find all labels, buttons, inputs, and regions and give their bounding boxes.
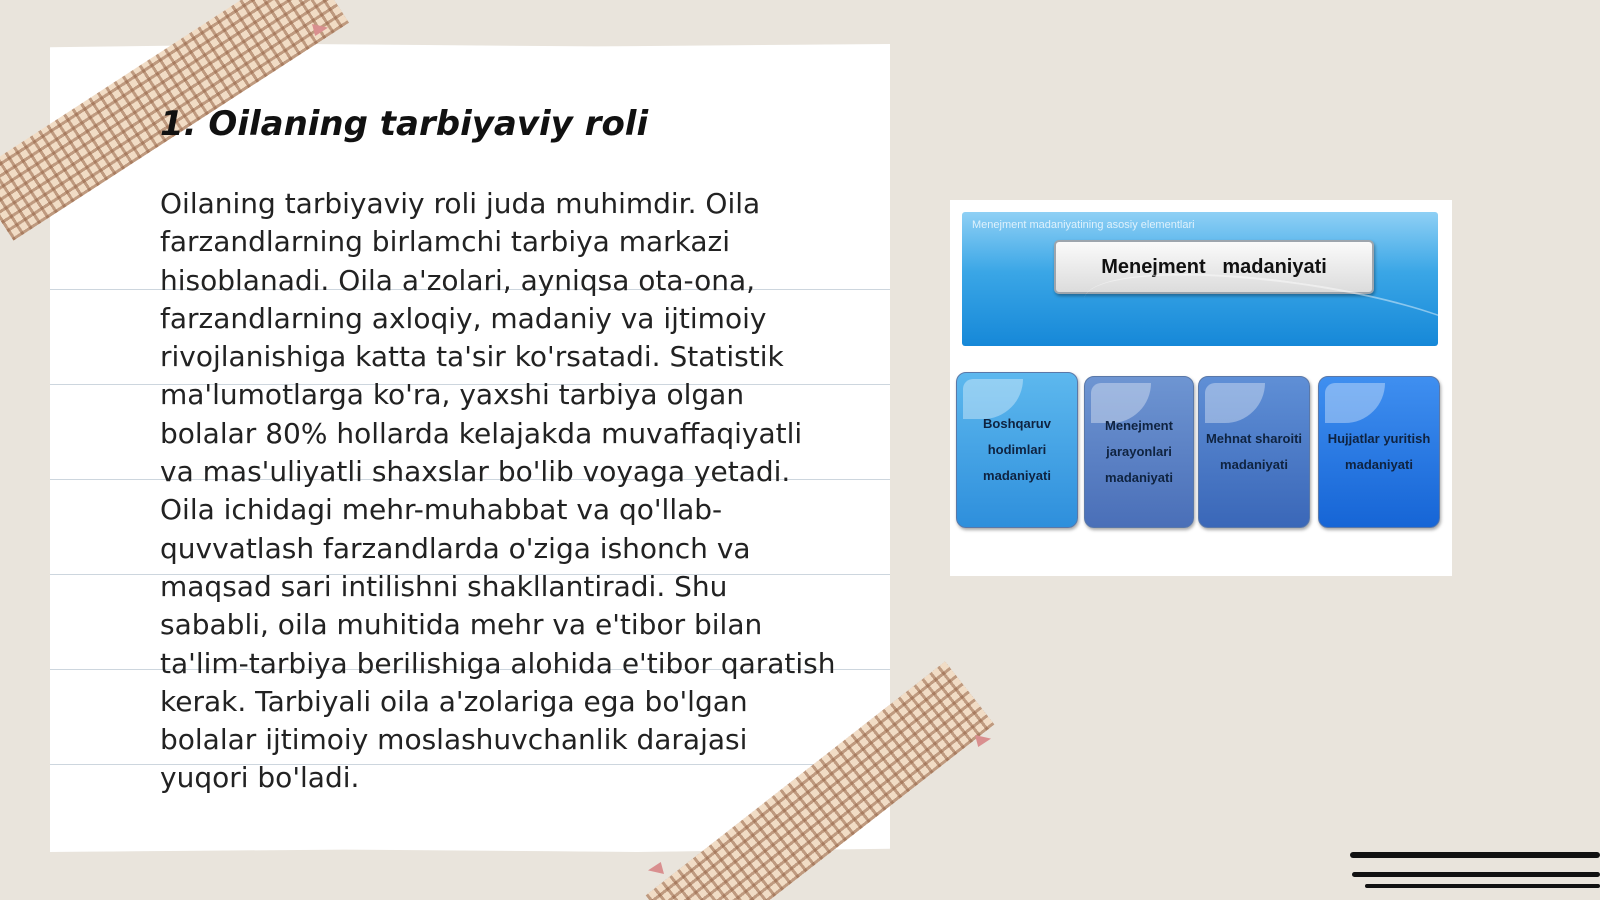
diagram-banner	[962, 212, 1438, 346]
brush-stroke	[1352, 872, 1600, 877]
diagram-card	[1318, 376, 1440, 528]
diagram-card-label: Boshqaruv hodimlari madaniyati	[983, 416, 1051, 483]
banner-caption: Menejment madaniyatining asosiy elementlari	[972, 219, 1195, 231]
diagram-card-label: Mehnat sharoiti madaniyati	[1205, 431, 1303, 472]
diagram-card	[1084, 376, 1194, 528]
diagram-card	[1198, 376, 1310, 528]
brush-stroke	[1350, 852, 1600, 858]
slide-title: 1. Oilaning tarbiyaviy roli	[160, 104, 649, 144]
diagram-card-label: Menejment jarayonlari madaniyati	[1105, 418, 1173, 485]
main-concept-box: Menejment madaniyati	[1054, 240, 1374, 294]
tape-corner-accent	[975, 735, 991, 747]
slide-body-text: Oilaning tarbiyaviy roli juda muhimdir. Oila farzandlarning birlamchi tarbiya markazi hisoblanadi. Oila a'zolari, ayniqsa ota-ona, farzandlarning axloqiy, madaniy va ijtimoiy rivojlanishiga katta ta'sir ko'rsatadi. Statistik ma'lumotlarga ko'ra, yaxshi tarbiya olgan bolalar 80% hollarda kelajakda muvaffaqiyatli va mas'uliyatli shaxslar bo'lib voyaga yetadi. Oila ichidagi mehr-muhabbat va qo'llab-quvvatlash farzandlarda o'ziga ishonch va maqsad sari intilishni shakllantiradi. Shu sababli, oila muhitida mehr va e'tibor bilan ta'lim-tarbiya berilishiga alohida e'tibor qaratish kerak. Tarbiyali oila a'zolariga ega bo'lgan bolalar ijtimoiy moslashuvchanlik darajasi yuqori bo'ladi.	[160, 187, 836, 795]
diagram-card-label: Hujjatlar yuritish madaniyati	[1327, 431, 1431, 472]
brush-stroke	[1365, 884, 1600, 888]
diagram-image	[950, 200, 1452, 576]
tape-corner-accent	[648, 862, 664, 874]
diagram-card	[956, 372, 1078, 528]
